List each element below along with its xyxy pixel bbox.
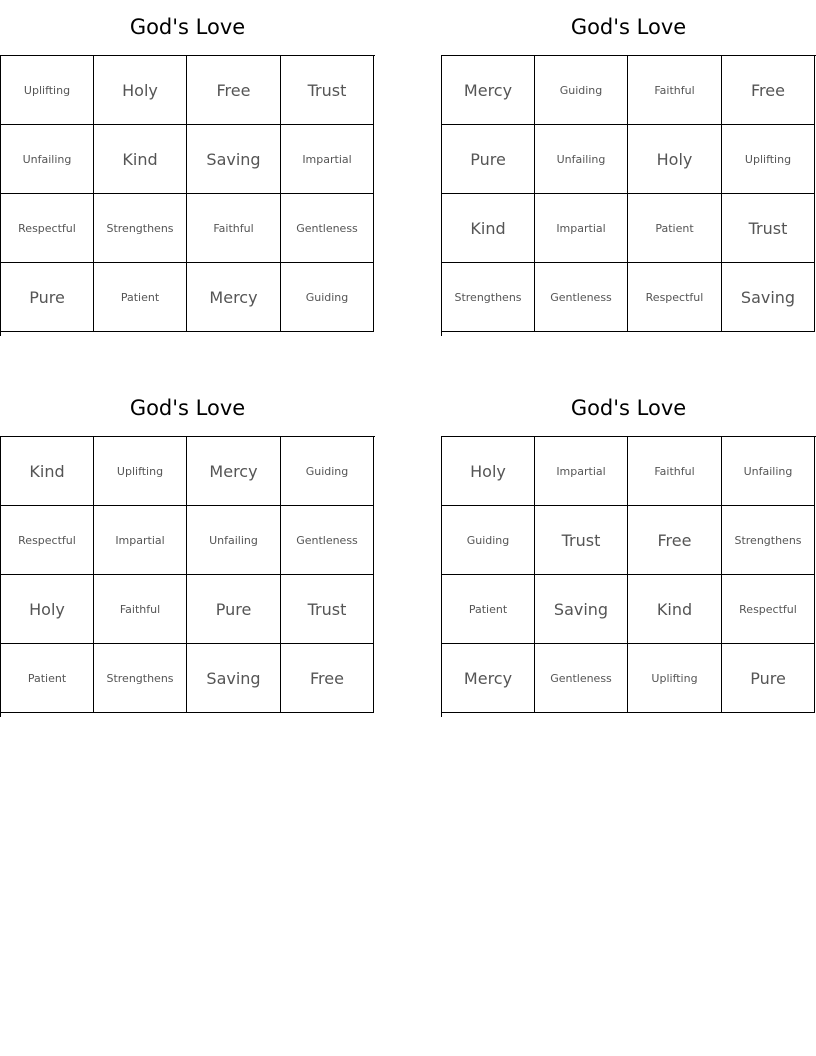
grid-cell: Mercy <box>187 263 281 332</box>
grid-cell: Uplifting <box>94 437 187 506</box>
card-title: God's Love <box>570 396 687 420</box>
grid-cell: Unfailing <box>535 125 628 194</box>
grid-cell: Impartial <box>535 437 628 506</box>
grid-cell: Kind <box>628 575 722 644</box>
grid-cell: Guiding <box>281 437 374 506</box>
grid-cell: Gentleness <box>281 506 374 575</box>
grid-cell: Impartial <box>94 506 187 575</box>
grid-cell: Holy <box>1 575 94 644</box>
grid-cell: Saving <box>535 575 628 644</box>
grid-cell: Respectful <box>1 506 94 575</box>
grid-cell: Pure <box>722 644 815 713</box>
grid-cell: Holy <box>94 56 187 125</box>
grid-cell: Uplifting <box>1 56 94 125</box>
grid-cell: Trust <box>722 194 815 263</box>
grid-cell: Unfailing <box>722 437 815 506</box>
grid-cell: Saving <box>722 263 815 332</box>
grid-cell: Mercy <box>442 644 535 713</box>
grid-cell: Faithful <box>628 56 722 125</box>
grid-cell: Free <box>187 56 281 125</box>
grid-cell: Mercy <box>187 437 281 506</box>
grid-cell: Patient <box>94 263 187 332</box>
grid-cell: Gentleness <box>281 194 374 263</box>
grid-cell: Trust <box>535 506 628 575</box>
grid-cell: Uplifting <box>628 644 722 713</box>
bingo-grid <box>0 55 375 336</box>
grid-cell: Saving <box>187 644 281 713</box>
grid-cell: Kind <box>1 437 94 506</box>
grid-cell: Holy <box>442 437 535 506</box>
grid-cell: Strengthens <box>94 194 187 263</box>
grid-cell: Holy <box>628 125 722 194</box>
grid-cell: Free <box>722 56 815 125</box>
grid-cell: Patient <box>442 575 535 644</box>
grid-cell: Trust <box>281 575 374 644</box>
grid-cell: Respectful <box>722 575 815 644</box>
grid-cell: Patient <box>628 194 722 263</box>
bingo-grid <box>441 436 816 717</box>
grid-cell: Kind <box>442 194 535 263</box>
grid-cell: Pure <box>187 575 281 644</box>
bingo-grid <box>0 436 375 717</box>
grid-cell: Uplifting <box>722 125 815 194</box>
grid-cell: Respectful <box>628 263 722 332</box>
grid-cell: Pure <box>442 125 535 194</box>
grid-cell: Mercy <box>442 56 535 125</box>
card-title: God's Love <box>570 15 687 39</box>
card-title: God's Love <box>129 396 246 420</box>
grid-cell: Patient <box>1 644 94 713</box>
grid-cell: Faithful <box>94 575 187 644</box>
grid-cell: Free <box>628 506 722 575</box>
grid-cell: Guiding <box>442 506 535 575</box>
bingo-grid <box>441 55 816 336</box>
grid-cell: Strengthens <box>442 263 535 332</box>
grid-cell: Kind <box>94 125 187 194</box>
grid-cell: Impartial <box>281 125 374 194</box>
grid-cell: Saving <box>187 125 281 194</box>
grid-cell: Guiding <box>281 263 374 332</box>
grid-cell: Strengthens <box>94 644 187 713</box>
grid-cell: Faithful <box>187 194 281 263</box>
card-title: God's Love <box>129 15 246 39</box>
grid-cell: Free <box>281 644 374 713</box>
grid-cell: Gentleness <box>535 644 628 713</box>
grid-cell: Strengthens <box>722 506 815 575</box>
grid-cell: Guiding <box>535 56 628 125</box>
grid-cell: Trust <box>281 56 374 125</box>
grid-cell: Pure <box>1 263 94 332</box>
grid-cell: Unfailing <box>1 125 94 194</box>
grid-cell: Respectful <box>1 194 94 263</box>
grid-cell: Gentleness <box>535 263 628 332</box>
grid-cell: Unfailing <box>187 506 281 575</box>
grid-cell: Impartial <box>535 194 628 263</box>
grid-cell: Faithful <box>628 437 722 506</box>
